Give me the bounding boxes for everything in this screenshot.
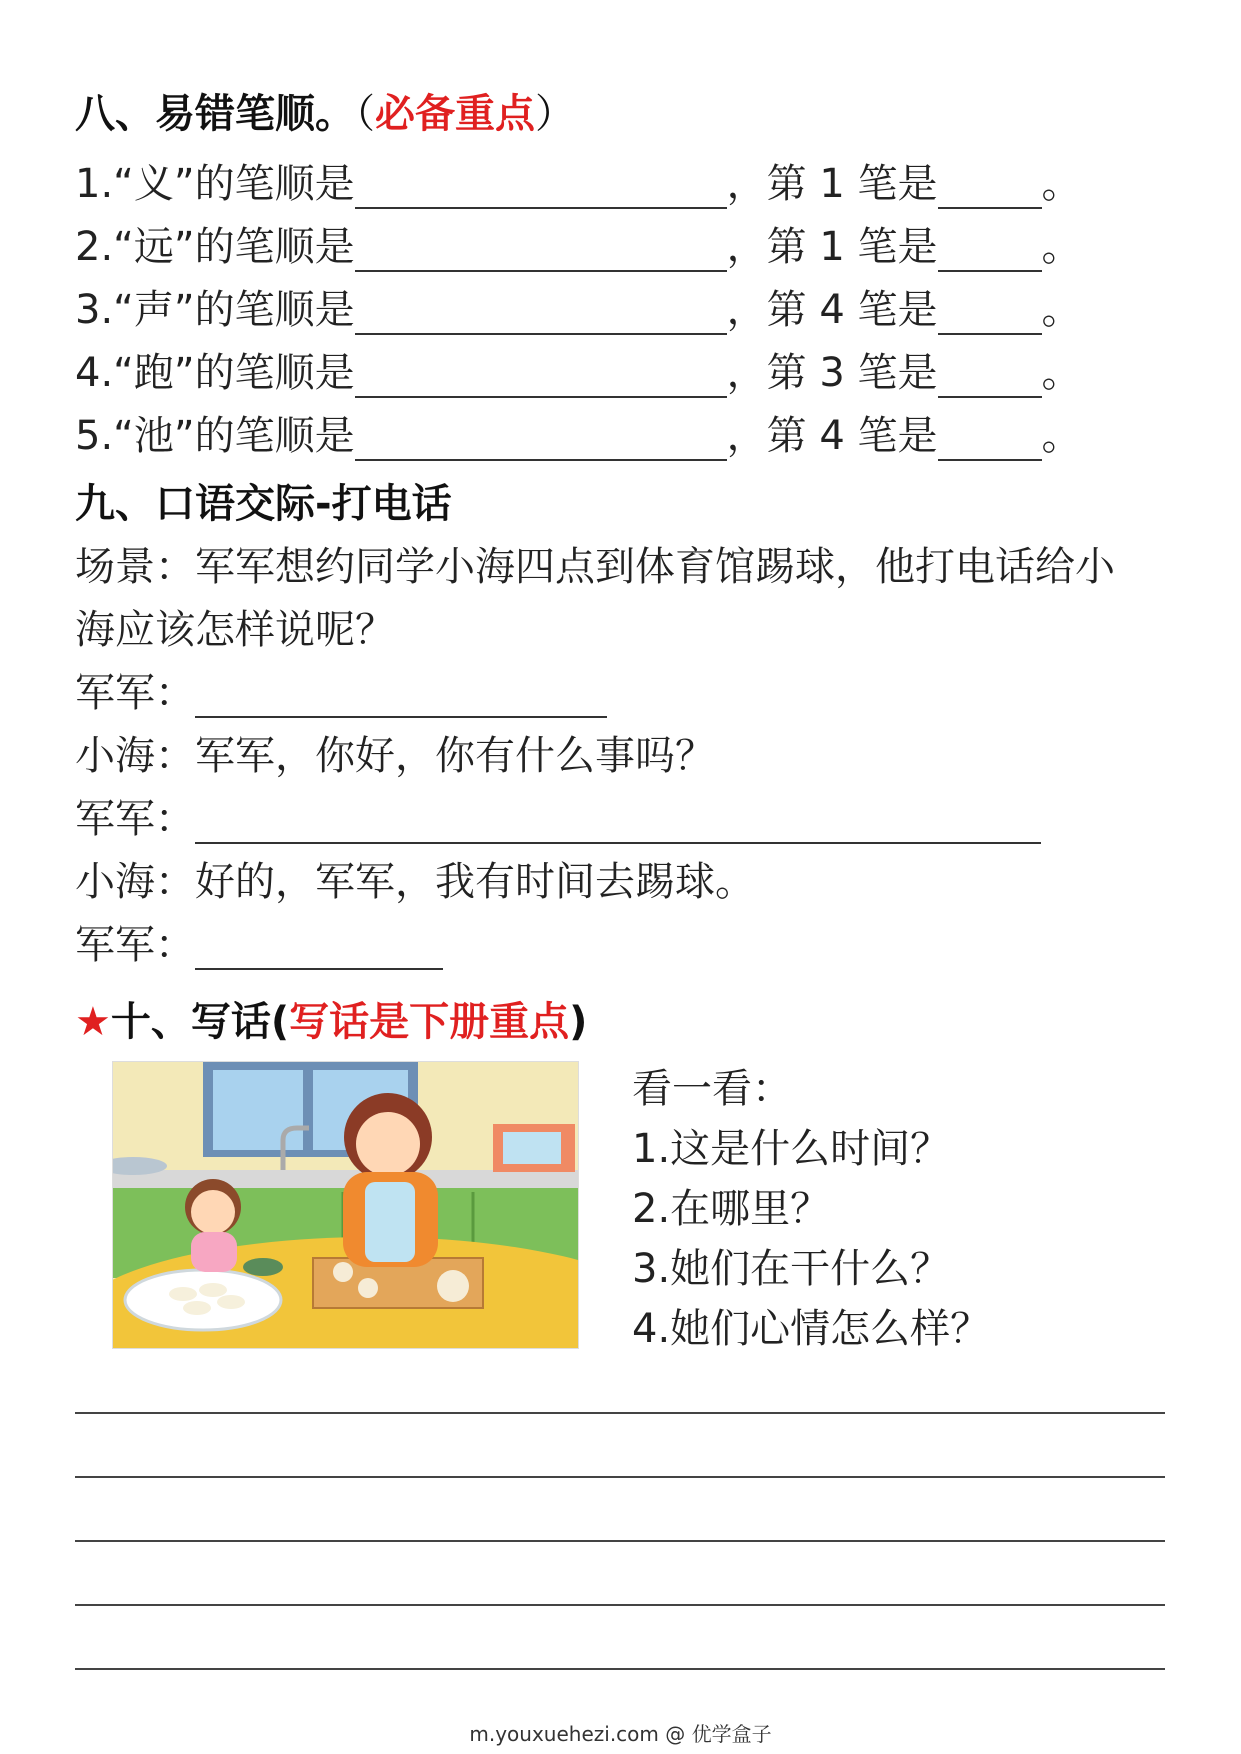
section8-highlight: 必备重点 <box>375 91 535 137</box>
answer-blank[interactable] <box>938 356 1042 398</box>
item-prompt: 2.“远”的笔顺是 <box>75 224 355 270</box>
writing-line[interactable] <box>75 1604 1165 1606</box>
section8-heading <box>75 82 575 139</box>
kitchen-illustration <box>112 1061 579 1349</box>
writing-line[interactable] <box>75 1476 1165 1478</box>
dialog-line <box>75 913 443 970</box>
answer-blank[interactable] <box>938 419 1042 461</box>
writing-line[interactable] <box>75 1668 1165 1670</box>
dialog-text: 好的，军军，我有时间去踢球。 <box>195 859 755 905</box>
prompt-line: 3.她们在干什么？ <box>632 1246 951 1292</box>
dialog-answer-blank[interactable] <box>195 928 443 970</box>
item-end: 。 <box>1041 161 1082 207</box>
prompt-line: 4.她们心情怎么样？ <box>632 1306 991 1352</box>
stroke-order-item <box>75 152 1082 209</box>
stroke-order-item <box>75 215 1082 272</box>
dialog-answer-blank[interactable] <box>195 802 1041 844</box>
section10-highlight: 写话是下册重点 <box>289 999 570 1045</box>
section10-close: ) <box>569 999 588 1045</box>
section9-heading: 九、口语交际-打电话 <box>75 481 452 527</box>
answer-blank[interactable] <box>355 293 727 335</box>
answer-blank[interactable] <box>938 167 1042 209</box>
dialog-line <box>75 850 755 907</box>
dialog-line <box>75 661 607 718</box>
answer-blank[interactable] <box>355 230 727 272</box>
section10-heading <box>75 990 587 1047</box>
section8-paren-open: （ <box>355 91 375 137</box>
scene-line-1: 场景：军军想约同学小海四点到体育馆踢球，他打电话给小 <box>75 544 1115 590</box>
answer-blank[interactable] <box>938 230 1042 272</box>
dialog-line <box>75 787 1041 844</box>
writing-line[interactable] <box>75 1540 1165 1542</box>
stroke-order-item <box>75 341 1082 398</box>
item-question: ，第 4 笔是 <box>726 413 938 459</box>
item-question: ，第 1 笔是 <box>726 224 938 270</box>
answer-blank[interactable] <box>355 167 727 209</box>
section8-title: 八、易错笔顺。 <box>75 91 355 137</box>
item-end: 。 <box>1041 413 1082 459</box>
scene-line-2: 海应该怎样说呢？ <box>75 607 395 653</box>
dialog-line <box>75 724 715 781</box>
item-end: 。 <box>1041 287 1082 333</box>
section8-paren-close: ） <box>535 91 575 137</box>
prompt-line: 1.这是什么时间？ <box>632 1126 951 1172</box>
speaker-label: 军军： <box>75 922 195 968</box>
item-question: ，第 4 笔是 <box>726 287 938 333</box>
item-prompt: 1.“义”的笔顺是 <box>75 161 355 207</box>
item-prompt: 3.“声”的笔顺是 <box>75 287 355 333</box>
item-end: 。 <box>1041 350 1082 396</box>
footer-watermark: m.youxuehezi.com @ 优学盒子 <box>469 1722 772 1746</box>
prompt-line: 2.在哪里？ <box>632 1186 831 1232</box>
dialog-text: 军军，你好，你有什么事吗？ <box>195 733 715 779</box>
item-question: ，第 3 笔是 <box>726 350 938 396</box>
speaker-label: 军军： <box>75 670 195 716</box>
answer-blank[interactable] <box>355 356 727 398</box>
speaker-label: 军军： <box>75 796 195 842</box>
writing-line[interactable] <box>75 1412 1165 1414</box>
answer-blank[interactable] <box>355 419 727 461</box>
item-prompt: 4.“跑”的笔顺是 <box>75 350 355 396</box>
item-end: 。 <box>1041 224 1082 270</box>
answer-blank[interactable] <box>938 293 1042 335</box>
item-question: ，第 1 笔是 <box>726 161 938 207</box>
speaker-label: 小海： <box>75 733 195 779</box>
prompt-line: 看一看： <box>632 1066 792 1112</box>
stroke-order-item <box>75 404 1082 461</box>
item-prompt: 5.“池”的笔顺是 <box>75 413 355 459</box>
stroke-order-item <box>75 278 1082 335</box>
star-icon: ★ <box>75 999 111 1045</box>
dialog-answer-blank[interactable] <box>195 676 607 718</box>
section10-title: 十、写话( <box>110 999 290 1045</box>
speaker-label: 小海： <box>75 859 195 905</box>
